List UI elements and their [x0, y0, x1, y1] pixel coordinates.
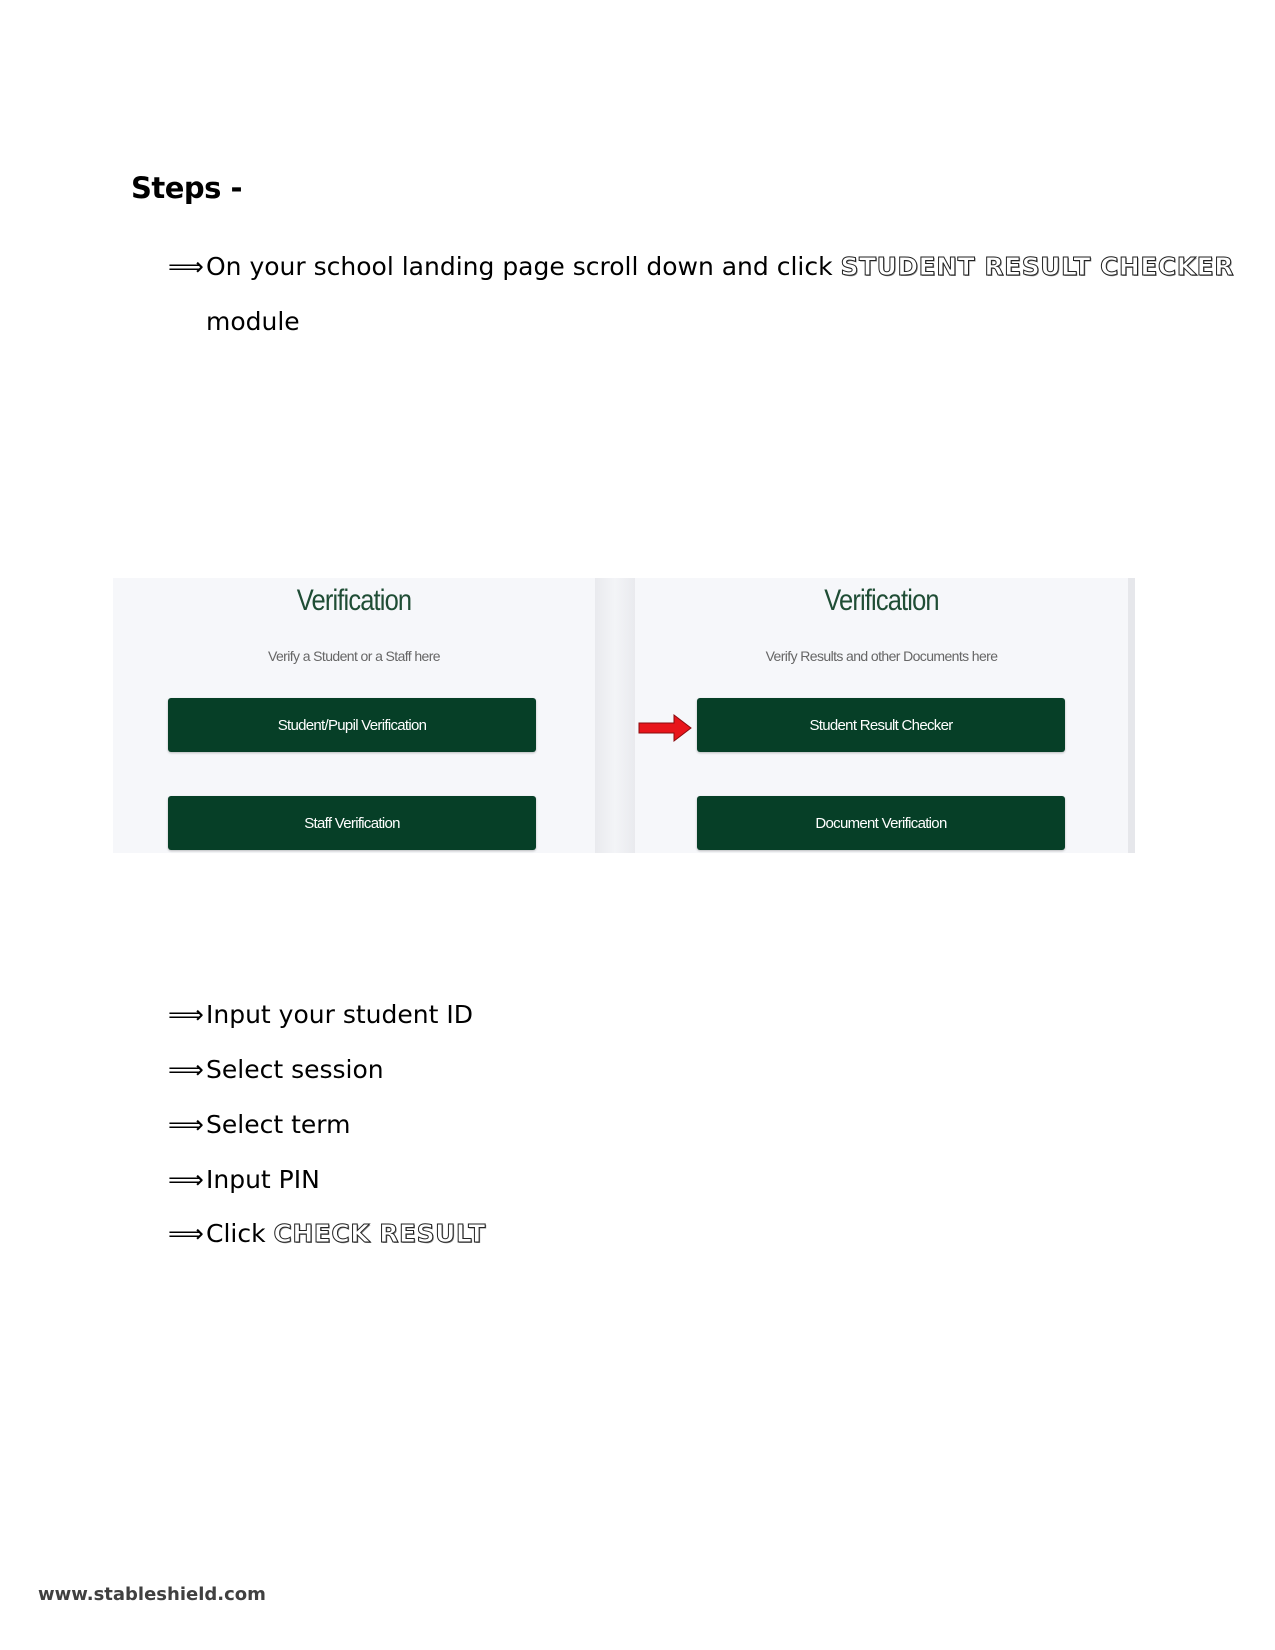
footer-website: www.stableshield.com: [38, 1584, 266, 1605]
left-panel-title: Verification: [296, 584, 412, 617]
step-4-text: Select term: [206, 1110, 351, 1139]
left-panel-subtitle: Verify a Student or a Staff here: [268, 648, 440, 664]
step-6-text: Click: [206, 1219, 274, 1248]
step-6-highlight: CHECK RESULT: [273, 1219, 486, 1248]
right-verification-panel: [635, 578, 1128, 853]
student-pupil-verification-button[interactable]: Student/Pupil Verification: [168, 698, 536, 752]
double-arrow-icon: ⟹: [168, 252, 204, 281]
step-5: [168, 1165, 320, 1194]
step-2: [168, 1000, 473, 1029]
step-3: [168, 1055, 384, 1084]
double-arrow-icon: ⟹: [168, 1055, 204, 1084]
step-6: [168, 1219, 486, 1248]
step-1: [168, 252, 1234, 281]
step-2-text: Input your student ID: [206, 1000, 473, 1029]
step-4: [168, 1110, 350, 1139]
step-3-text: Select session: [206, 1055, 384, 1084]
double-arrow-icon: ⟹: [168, 1000, 204, 1029]
red-pointer-arrow-icon: [638, 713, 692, 743]
step-1-text: On your school landing page scroll down and click: [206, 252, 841, 281]
right-panel-title: Verification: [824, 584, 939, 617]
student-result-checker-button[interactable]: Student Result Checker: [697, 698, 1065, 752]
panel-edge: [1128, 578, 1135, 853]
double-arrow-icon: ⟹: [168, 1219, 204, 1248]
panel-divider: [595, 578, 635, 853]
step-1-highlight: STUDENT RESULT CHECKER: [840, 252, 1234, 281]
right-panel-subtitle: Verify Results and other Documents here: [765, 648, 998, 664]
step-1-continuation: module: [206, 307, 300, 336]
verification-screenshot: [113, 578, 1135, 853]
double-arrow-icon: ⟹: [168, 1110, 204, 1139]
double-arrow-icon: ⟹: [168, 1165, 204, 1194]
steps-heading: Steps -: [131, 171, 243, 205]
staff-verification-button[interactable]: Staff Verification: [168, 796, 536, 850]
document-verification-button[interactable]: Document Verification: [697, 796, 1065, 850]
left-verification-panel: [113, 578, 595, 853]
step-5-text: Input PIN: [206, 1165, 320, 1194]
